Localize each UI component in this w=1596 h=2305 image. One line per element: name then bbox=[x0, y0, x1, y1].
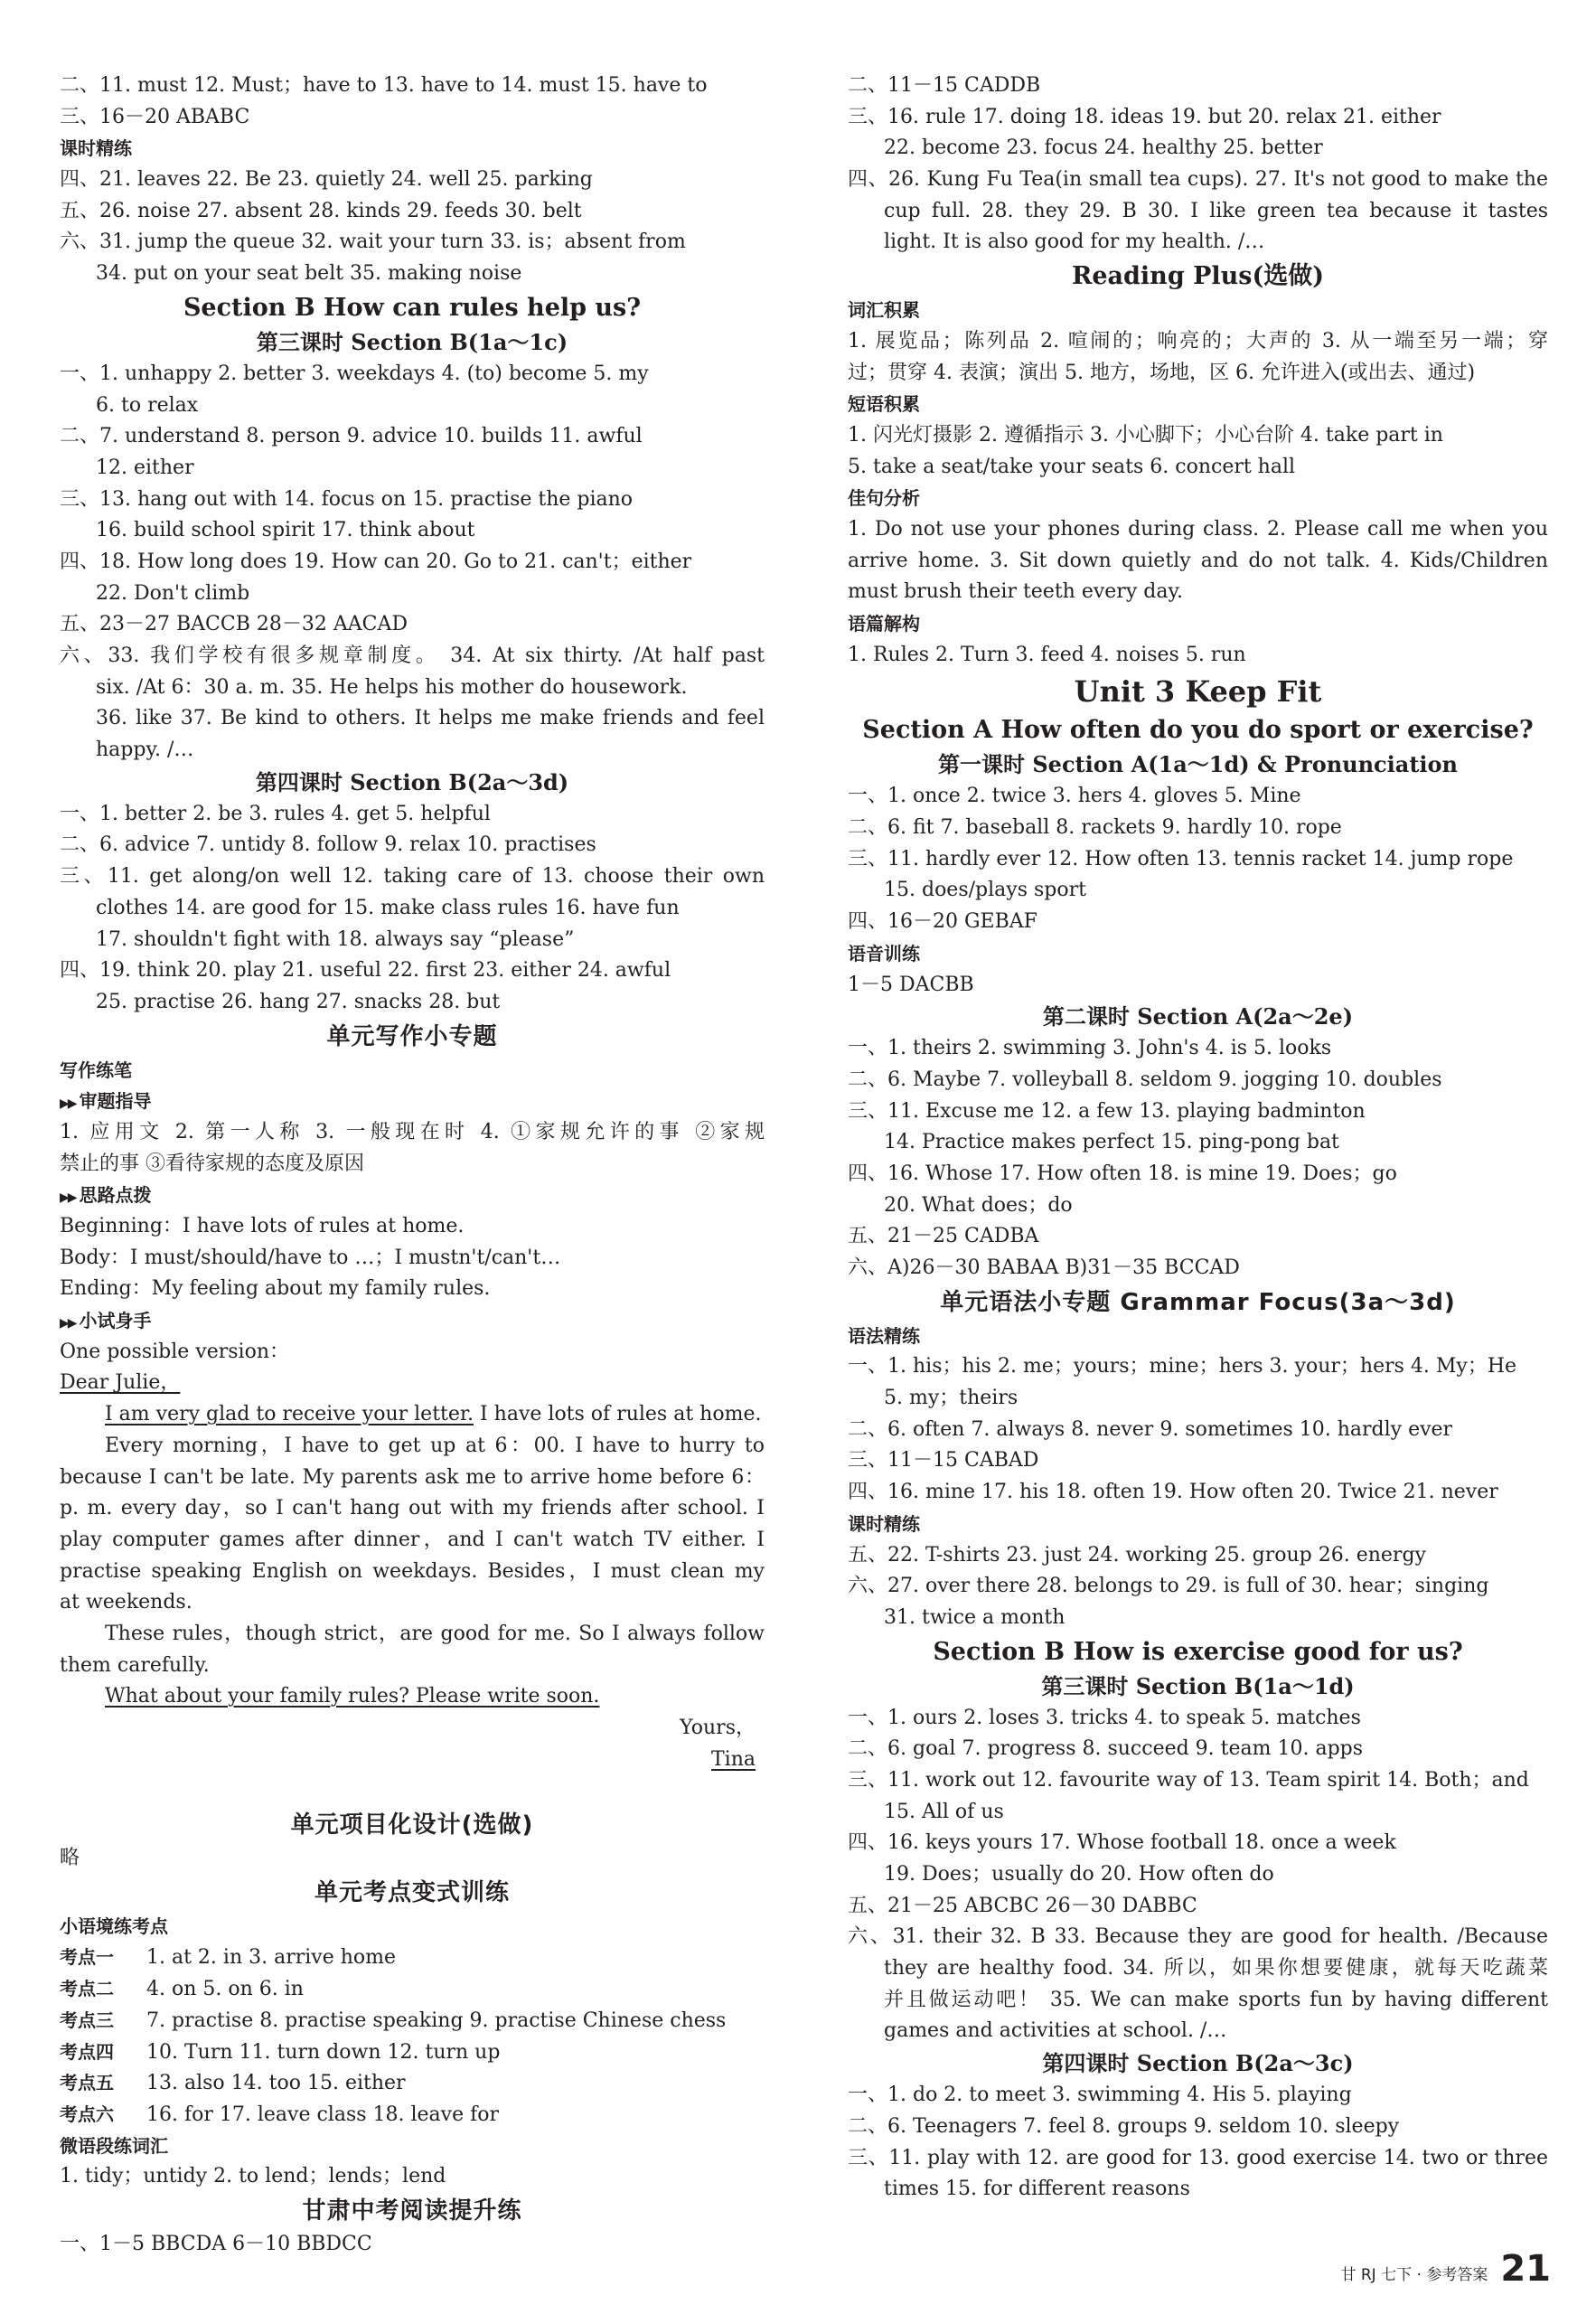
answer-line: 过；贯穿 4. 表演；演出 5. 地方，场地，区 6. 允许进入(或出去、通过) bbox=[848, 361, 1476, 384]
answer-line-indented: 16. build school spirit 17. think about bbox=[96, 519, 475, 542]
answer-line-indented: 6. to relax bbox=[96, 393, 199, 417]
answer-line: 一、1. unhappy 2. better 3. weekdays 4. (to) become 5. my bbox=[60, 362, 649, 385]
tip-heading-label: 思路点拨 bbox=[79, 1184, 152, 1207]
unit-title: Unit 3 Keep Fit bbox=[1074, 674, 1322, 710]
exam-point-answers: 13. also 14. too 15. either bbox=[146, 2072, 406, 2095]
exam-point-label: 考点四 bbox=[60, 2040, 114, 2063]
topic-title: 甘肃中考阅读提升练 bbox=[302, 2197, 522, 2225]
subsection-heading: 小语境练考点 bbox=[60, 1915, 168, 1937]
answer-line: 二、7. understand 8. person 9. advice 10. builds 11. awful bbox=[60, 425, 643, 448]
lesson-title: 第一课时 Section A(1a～1d) & Pronunciation bbox=[937, 751, 1458, 778]
answer-line: 四、16. mine 17. his 18. often 19. How often 20. Twice 21. never bbox=[848, 1481, 1498, 1504]
answer-line: 五、21－25 ABCBC 26－30 DABBC bbox=[848, 1894, 1197, 1917]
answer-line-indented: 25. practise 26. hang 27. snacks 28. but bbox=[96, 990, 501, 1013]
answer-line: 5. take a seat/take your seats 6. concert hall bbox=[848, 455, 1296, 478]
answer-line: 五、21－25 CADBA bbox=[848, 1225, 1039, 1248]
answer-line: p. m. every day，so I can't hang out with my friends after school. I bbox=[60, 1497, 765, 1520]
answer-line: 略 bbox=[60, 1847, 80, 1870]
subsection-heading: 语篇解构 bbox=[848, 613, 920, 635]
answer-line: 六、31. jump the queue 32. wait your turn 33. is；absent from bbox=[60, 230, 686, 254]
underlined-text: Tina bbox=[711, 1747, 756, 1771]
answer-line: 1. tidy；untidy 2. to lend；lends；lend bbox=[60, 2165, 446, 2188]
essay-paragraph-line: Every morning，I have to get up at 6：00. I have to hurry to bbox=[105, 1434, 765, 1457]
exam-point-label: 考点五 bbox=[60, 2072, 114, 2094]
subsection-heading: 课时精练 bbox=[848, 1512, 920, 1535]
answer-line: 三、11－15 CABAD bbox=[848, 1449, 1039, 1472]
answer-line: 二、6. goal 7. progress 8. succeed 9. team 10. apps bbox=[848, 1737, 1364, 1761]
topic-title: 单元语法小专题 Grammar Focus(3a～3d) bbox=[940, 1288, 1456, 1316]
subsection-heading: 语音训练 bbox=[848, 942, 920, 964]
answer-line-indented: 15. All of us bbox=[884, 1800, 1004, 1823]
answer-line: 1. 应用文 2. 第一人称 3. 一般现在时 4. ①家规允许的事 ②家规 bbox=[60, 1120, 765, 1143]
double-arrow-icon: ▶▶ bbox=[60, 1316, 76, 1331]
exam-point-answers: 4. on 5. on 6. in bbox=[146, 1978, 304, 2001]
subsection-heading: 微语段练词汇 bbox=[60, 2134, 168, 2157]
answer-line: 一、1. his；his 2. me；yours；mine；hers 3. your；hers 4. My；He bbox=[848, 1355, 1517, 1378]
answer-line-indented: 34. put on your seat belt 35. making noise bbox=[96, 262, 522, 286]
answer-line-indented: 36. like 37. Be kind to others. It helps me make friends and feel bbox=[96, 707, 765, 730]
tip-heading-label: 小试身手 bbox=[79, 1310, 152, 1332]
lesson-title: 第四课时 Section B(2a～3c) bbox=[1042, 2050, 1354, 2077]
essay-closing-line bbox=[60, 1681, 765, 1713]
exam-point-line bbox=[60, 2099, 765, 2131]
answer-line: 二、6. advice 7. untidy 8. follow 9. relax 10. practises bbox=[60, 833, 596, 857]
answer-line: 五、22. T-shirts 23. just 24. working 25. group 26. energy bbox=[848, 1543, 1426, 1566]
answer-line-indented: 31. twice a month bbox=[884, 1605, 1066, 1629]
lesson-title: 第三课时 Section B(1a～1d) bbox=[1041, 1672, 1355, 1699]
answer-line: 三、11. Excuse me 12. a few 13. playing badminton bbox=[848, 1099, 1366, 1123]
answer-line: 一、1. ours 2. loses 3. tricks 4. to speak 5. matches bbox=[848, 1706, 1361, 1729]
answer-line-indented: six. /At 6：30 a. m. 35. He helps his mother do housework. bbox=[96, 675, 688, 699]
answer-line: 三、11. get along/on well 12. taking care of 13. choose their own bbox=[60, 865, 765, 889]
answer-line: 四、21. leaves 22. Be 23. quietly 24. well 25. parking bbox=[60, 168, 593, 192]
answer-line-indented: happy. /… bbox=[96, 739, 194, 762]
underlined-text: What about your family rules? Please write soon. bbox=[105, 1685, 600, 1708]
topic-title: 单元考点变式训练 bbox=[314, 1878, 510, 1906]
answer-line: 一、1－5 BBCDA 6－10 BBDCC bbox=[60, 2232, 372, 2255]
section-title: Section B How can rules help us? bbox=[183, 293, 642, 322]
answer-line: 六、33. 我们学校有很多规章制度。 34. At six thirty. /At half past bbox=[60, 644, 765, 667]
answer-line: 1－5 DACBB bbox=[848, 973, 974, 996]
essay-signature bbox=[60, 1745, 765, 1776]
answer-line: 禁止的事 ③看待家规的态度及原因 bbox=[60, 1152, 364, 1175]
lesson-title: 第三课时 Section B(1a～1c) bbox=[256, 328, 568, 355]
answer-line-indented: 5. my；theirs bbox=[884, 1387, 1019, 1410]
section-title: Section B How is exercise good for us? bbox=[933, 1637, 1463, 1666]
topic-title: 单元写作小专题 bbox=[326, 1022, 498, 1050]
answer-line: 1. 展览品；陈列品 2. 喧闹的；响亮的；大声的 3. 从一端至另一端；穿 bbox=[848, 329, 1548, 353]
tip-heading bbox=[60, 1180, 765, 1211]
answer-line-indented: 22. become 23. focus 24. healthy 25. better bbox=[884, 136, 1323, 160]
answer-line: 三、13. hang out with 14. focus on 15. practise the piano bbox=[60, 487, 634, 511]
essay-paragraph-line bbox=[60, 1399, 765, 1431]
footer-label: 甘 RJ 七下 · 参考答案 bbox=[1340, 2266, 1488, 2284]
exam-point-label: 考点二 bbox=[60, 1978, 114, 2000]
answer-line: Body：I must/should/have to …；I mustn't/can't… bbox=[60, 1246, 561, 1269]
double-arrow-icon: ▶▶ bbox=[60, 1190, 76, 1206]
right-column bbox=[848, 71, 1548, 2206]
answer-line-indented: 20. What does；do bbox=[884, 1193, 1073, 1217]
answer-line-indented: times 15. for different reasons bbox=[884, 2178, 1190, 2201]
answer-line-indented: cup full. 28. they 29. B 30. I like green tea because it tastes bbox=[884, 199, 1548, 222]
tip-heading bbox=[60, 1086, 765, 1117]
subsection-heading: 语法精练 bbox=[848, 1324, 920, 1347]
answer-line: 四、26. Kung Fu Tea(in small tea cups). 27. It's not good to make the bbox=[848, 168, 1548, 192]
answer-line: 一、1. theirs 2. swimming 3. John's 4. is 5. looks bbox=[848, 1037, 1332, 1060]
tip-heading bbox=[60, 1305, 765, 1337]
answer-line: 1. Do not use your phones during class. 2. Please call me when you bbox=[848, 517, 1548, 541]
answer-line: 五、26. noise 27. absent 28. kinds 29. feeds 30. belt bbox=[60, 199, 582, 222]
essay-signoff: Yours， bbox=[680, 1717, 756, 1739]
answer-line: 六、A)26－30 BABAA B)31－35 BCCAD bbox=[848, 1256, 1240, 1279]
answer-line: 四、16. Whose 17. How often 18. is mine 19. Does；go bbox=[848, 1162, 1397, 1185]
answer-line: Ending：My feeling about my family rules. bbox=[60, 1277, 491, 1301]
answer-line: 三、11. work out 12. favourite way of 13. Team spirit 14. Both；and bbox=[848, 1768, 1529, 1792]
section-title: Reading Plus(选做) bbox=[1071, 262, 1325, 291]
answer-line-indented: 14. Practice makes perfect 15. ping-pong bat bbox=[884, 1131, 1339, 1154]
lesson-title: 第四课时 Section B(2a～3d) bbox=[255, 768, 569, 795]
subsection-heading: 课时精练 bbox=[60, 137, 132, 160]
exam-point-label: 考点六 bbox=[60, 2103, 114, 2125]
exam-point-line bbox=[60, 1942, 765, 1973]
exam-point-answers: 10. Turn 11. turn down 12. turn up bbox=[146, 2040, 501, 2064]
exam-point-line bbox=[60, 2067, 765, 2099]
answer-line: because I can't be late. My parents ask me to arrive home before 6： bbox=[60, 1465, 765, 1489]
answer-line: 三、11. play with 12. are good for 13. good exercise 14. two or three bbox=[848, 2146, 1548, 2169]
exam-point-label: 考点一 bbox=[60, 1946, 114, 1969]
lesson-title: 第二课时 Section A(2a～2e) bbox=[1042, 1003, 1354, 1030]
answer-line-indented: 12. either bbox=[96, 456, 194, 479]
answer-line-indented: 15. does/plays sport bbox=[884, 879, 1086, 902]
exam-point-answers: 1. at 2. in 3. arrive home bbox=[146, 1946, 397, 1970]
answer-line: play computer games after dinner，and I can't watch TV either. I bbox=[60, 1528, 765, 1551]
answer-line: them carefully. bbox=[60, 1653, 210, 1677]
answer-line: 三、16. rule 17. doing 18. ideas 19. but 20. relax 21. either bbox=[848, 105, 1441, 128]
page-number: 21 bbox=[1500, 2248, 1551, 2290]
answer-line: 一、1. better 2. be 3. rules 4. get 5. helpful bbox=[60, 802, 491, 825]
answer-line-indented: 17. shouldn't fight with 18. always say “please” bbox=[96, 927, 575, 951]
answer-line: 五、23－27 BACCB 28－32 AACAD bbox=[60, 613, 408, 636]
answer-line: 二、6. often 7. always 8. never 9. sometimes 10. hardly ever bbox=[848, 1417, 1453, 1441]
answer-line-indented: 19. Does；usually do 20. How often do bbox=[884, 1863, 1274, 1886]
answer-line: One possible version： bbox=[60, 1340, 289, 1363]
exam-point-line bbox=[60, 2037, 765, 2068]
answer-line: 一、1. once 2. twice 3. hers 4. gloves 5. Mine bbox=[848, 785, 1301, 808]
answer-line-indented: 22. Don't climb bbox=[96, 581, 250, 605]
essay-paragraph-line: These rules，though strict，are good for me. So I always follow bbox=[105, 1622, 765, 1645]
answer-line: must brush their teeth every day. bbox=[848, 580, 1183, 604]
answer-line-indented: they are healthy food. 34. 所以，如果你想要健康，就每天吃蔬菜 bbox=[884, 1957, 1548, 1980]
answer-line: 二、6. fit 7. baseball 8. rackets 9. hardly 10. rope bbox=[848, 816, 1342, 840]
answer-line: 四、18. How long does 19. How can 20. Go to 21. can't；either bbox=[60, 550, 692, 573]
exam-point-label: 考点三 bbox=[60, 2009, 114, 2031]
answer-line: 六、27. over there 28. belongs to 29. is full of 30. hear；singing bbox=[848, 1575, 1489, 1598]
subsection-heading: 佳句分析 bbox=[848, 487, 920, 510]
answer-line-indented: clothes 14. are good for 15. make class rules 16. have fun bbox=[96, 896, 680, 919]
page-footer bbox=[1340, 2249, 1551, 2289]
answer-line-indented: 并且做运动吧！ 35. We can make sports fun by having different bbox=[884, 1988, 1548, 2011]
exam-point-answers: 7. practise 8. practise speaking 9. practise Chinese chess bbox=[146, 2009, 727, 2032]
answer-line: Beginning：I have lots of rules at home. bbox=[60, 1215, 465, 1237]
answer-line-indented: light. It is also good for my health. /… bbox=[884, 230, 1265, 254]
answer-line: practise speaking English on weekdays. Besides，I must clean my bbox=[60, 1559, 765, 1583]
exam-point-answers: 16. for 17. leave class 18. leave for bbox=[146, 2103, 500, 2126]
answer-line: 四、16－20 GEBAF bbox=[848, 910, 1037, 934]
answer-line: 三、11. hardly ever 12. How often 13. tennis racket 14. jump rope bbox=[848, 847, 1514, 870]
answer-line: 1. Rules 2. Turn 3. feed 4. noises 5. run bbox=[848, 643, 1246, 666]
answer-line: 二、6. Teenagers 7. feel 8. groups 9. seldom 10. sleepy bbox=[848, 2114, 1400, 2138]
answer-line-indented: games and activities at school. /… bbox=[884, 2019, 1227, 2043]
plain-text: I have lots of rules at home. bbox=[474, 1403, 762, 1426]
exam-point-line bbox=[60, 2005, 765, 2037]
answer-line: 1. 闪光灯摄影 2. 遵循指示 3. 小心脚下；小心台阶 4. take part in bbox=[848, 423, 1443, 447]
answer-line: 四、19. think 20. play 21. useful 22. first 23. either 24. awful bbox=[60, 959, 671, 983]
section-title: Section A How often do you do sport or exercise? bbox=[862, 716, 1534, 745]
subsection-heading: 短语积累 bbox=[848, 393, 920, 416]
answer-line: 二、11－15 CADDB bbox=[848, 74, 1041, 97]
answer-line: 一、1. do 2. to meet 3. swimming 4. His 5. playing bbox=[848, 2084, 1352, 2107]
answer-line: 二、6. Maybe 7. volleyball 8. seldom 9. jogging 10. doubles bbox=[848, 1068, 1442, 1091]
answer-line: arrive home. 3. Sit down quietly and do not talk. 4. Kids/Children bbox=[848, 549, 1548, 572]
double-arrow-icon: ▶▶ bbox=[60, 1096, 76, 1112]
answer-line: 二、11. must 12. Must；have to 13. have to 14. must 15. have to bbox=[60, 74, 708, 97]
underlined-text: Dear Julie， bbox=[60, 1371, 181, 1395]
topic-title: 单元项目化设计(选做) bbox=[290, 1811, 534, 1839]
subsection-heading: 词汇积累 bbox=[848, 299, 920, 322]
underlined-text: I am very glad to receive your letter. bbox=[105, 1403, 474, 1426]
answer-line: 六、31. their 32. B 33. Because they are good for health. /Because bbox=[848, 1925, 1548, 1949]
essay-greeting bbox=[60, 1368, 765, 1399]
exam-point-line bbox=[60, 1973, 765, 2005]
tip-heading-label: 审题指导 bbox=[79, 1090, 152, 1113]
answer-line: 三、16－20 ABABC bbox=[60, 105, 250, 128]
left-column bbox=[60, 71, 765, 2261]
spacer bbox=[60, 1775, 765, 1807]
answer-line: 四、16. keys yours 17. Whose football 18. once a week bbox=[848, 1831, 1396, 1855]
subsection-heading: 写作练笔 bbox=[60, 1058, 132, 1081]
answer-line: at weekends. bbox=[60, 1591, 192, 1614]
